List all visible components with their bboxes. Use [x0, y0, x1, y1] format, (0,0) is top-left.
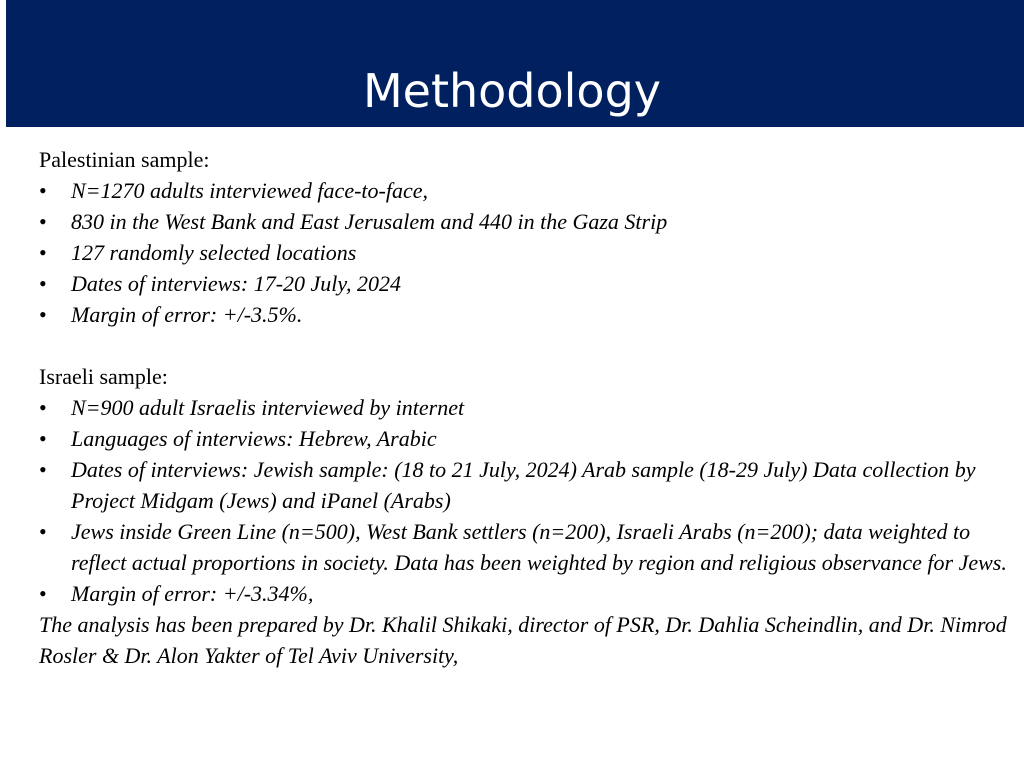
- bullet-icon: •: [39, 395, 47, 420]
- bullet-icon: •: [39, 240, 47, 265]
- section-spacer: [39, 330, 1009, 361]
- analysis-credit: The analysis has been prepared by Dr. Khalil Shikaki, director of PSR, Dr. Dahlia Scheindlin, and Dr. Nimrod Rosler & Dr. Alon Yakter of Tel Aviv University,: [39, 612, 1007, 668]
- bullet-icon: •: [39, 178, 47, 203]
- list-item: [39, 423, 1009, 454]
- list-item-text: Languages of interviews: Hebrew, Arabic: [71, 426, 437, 451]
- list-item: [39, 268, 1009, 299]
- israeli-sample-heading: Israeli sample:: [39, 364, 168, 389]
- list-item-text: Margin of error: +/-3.34%,: [71, 581, 314, 606]
- list-item: [39, 454, 1009, 516]
- list-item: [39, 237, 1009, 268]
- list-item: [39, 516, 1009, 578]
- palestinian-sample-list: [39, 175, 1009, 330]
- list-item-text: Dates of interviews: 17-20 July, 2024: [71, 271, 401, 296]
- list-item-text: N=1270 adults interviewed face-to-face,: [71, 178, 428, 203]
- list-item-text: Dates of interviews: Jewish sample: (18 to 21 July, 2024) Arab sample (18-29 July) Data collection by Project Midgam (Jews) and iPanel (Arabs): [71, 457, 976, 513]
- list-item-text: N=900 adult Israelis interviewed by internet: [71, 395, 465, 420]
- bullet-icon: •: [39, 581, 47, 606]
- list-item: [39, 392, 1009, 423]
- bullet-icon: •: [39, 271, 47, 296]
- slide-title: Methodology: [362, 64, 661, 118]
- list-item: [39, 206, 1009, 237]
- bullet-icon: •: [39, 519, 47, 544]
- bullet-icon: •: [39, 426, 47, 451]
- bullet-icon: •: [39, 457, 47, 482]
- list-item-text: 127 randomly selected locations: [71, 240, 357, 265]
- list-item: [39, 578, 1009, 609]
- israeli-sample-list: [39, 392, 1009, 609]
- bullet-icon: •: [39, 209, 47, 234]
- palestinian-sample-heading: Palestinian sample:: [39, 147, 210, 172]
- list-item: [39, 175, 1009, 206]
- list-item-text: Margin of error: +/-3.5%.: [71, 302, 303, 327]
- slide-body: [39, 144, 1009, 671]
- list-item-text: Jews inside Green Line (n=500), West Bank settlers (n=200), Israeli Arabs (n=200); data weighted to reflect actual proportions in society. Data has been weighted by region and religious observance for Jews.: [71, 519, 1007, 575]
- list-item-text: 830 in the West Bank and East Jerusalem and 440 in the Gaza Strip: [71, 209, 668, 234]
- bullet-icon: •: [39, 302, 47, 327]
- list-item: [39, 299, 1009, 330]
